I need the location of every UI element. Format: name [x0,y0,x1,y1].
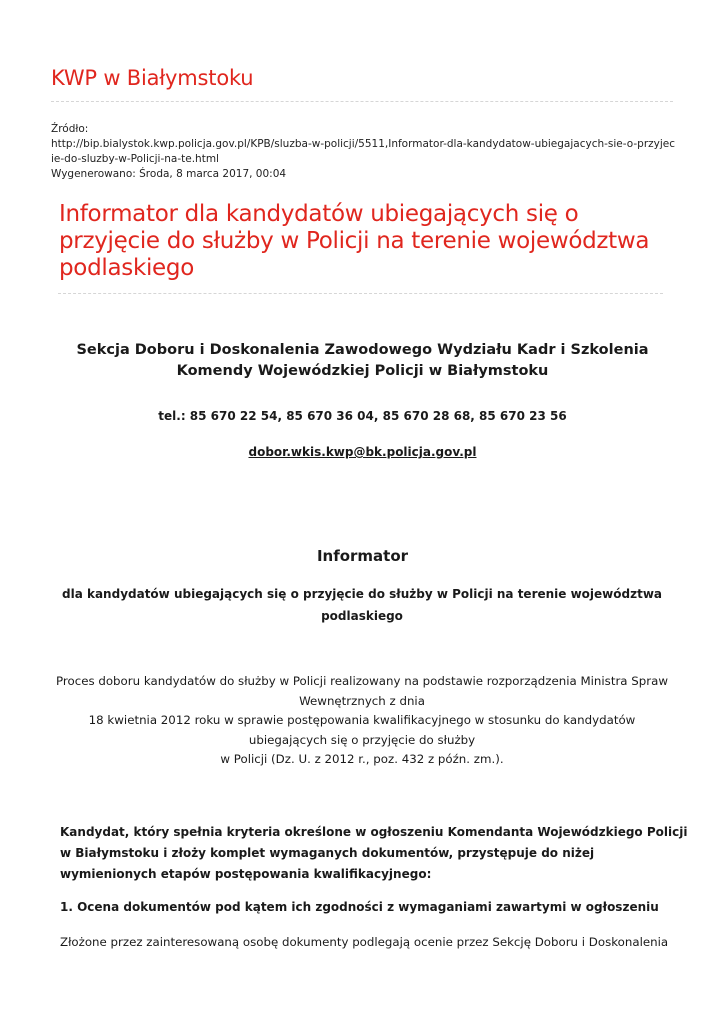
title-divider [58,293,663,294]
source-label: Źródło: [51,123,89,135]
section-name [0,340,725,382]
process-paragraph [52,672,672,770]
stage-1-heading: 1. Ocena dokumentów pod kątem ich zgodności z wymaganiami zawartymi w ogłoszeniu [60,900,659,914]
document-title: Informator dla kandydatów ubiegających się o przyjęcie do służby w Policji na terenie województwa podlaskiego [59,201,650,281]
informator-heading: Informator [316,547,409,565]
section-name-line-2: Komendy Wojewódzkiej Policji w Białymstoku [176,363,549,379]
generated-date: Wygenerowano: Środa, 8 marca 2017, 00:04 [51,168,287,180]
source-info [51,122,676,182]
candidate-paragraph [60,822,688,885]
candidate-line: Kandydat, który spełnia kryteria określone w ogłoszeniu Komendanta Wojewódzkiego Policji [60,825,688,839]
process-line: w Policji (Dz. U. z 2012 r., poz. 432 z późn. zm.). [220,752,504,766]
informator-subheading: dla kandydatów ubiegających się o przyjęcie do służby w Policji na terenie województwa podlaskiego [62,587,662,623]
header-divider [51,101,673,102]
stage-1-text: Złożone przez zainteresowaną osobę dokumenty podlegają ocenie przez Sekcję Doboru i Doskonalenia [60,935,669,949]
process-line: ubiegających się o przyjęcie do służby [248,732,476,747]
process-line: 18 kwietnia 2012 roku w sprawie postępowania kwalifikacyjnego w stosunku do kandydatów [88,713,636,727]
process-line: Wewnętrznych z dnia [299,693,425,708]
candidate-line: wymienionych etapów postępowania kwalifikacyjnego: [60,867,432,881]
email-link[interactable]: dobor.wkis.kwp@bk.policja.gov.pl [248,445,477,459]
site-title: KWP w Białymstoku [51,66,254,90]
candidate-line: w Białymstoku i złoży komplet wymaganych dokumentów, przystępuje do niżej [60,846,595,860]
phone-numbers: tel.: 85 670 22 54, 85 670 36 04, 85 670 28 68, 85 670 23 56 [158,409,567,423]
source-url-line-2[interactable]: ie-do-sluzby-w-Policji-na-te.html [51,153,219,165]
section-name-line-1: Sekcja Doboru i Doskonalenia Zawodowego Wydziału Kadr i Szkolenia [76,342,649,358]
source-url-line-1[interactable]: http://bip.bialystok.kwp.policja.gov.pl/KPB/sluzba-w-policji/5511,Informator-dla-kandydatow-ubiegajacych-sie-o-przyjec [51,138,676,150]
process-line: Proces doboru kandydatów do służby w Policji realizowany na podstawie rozporządzenia Ministra Spraw [56,674,668,688]
